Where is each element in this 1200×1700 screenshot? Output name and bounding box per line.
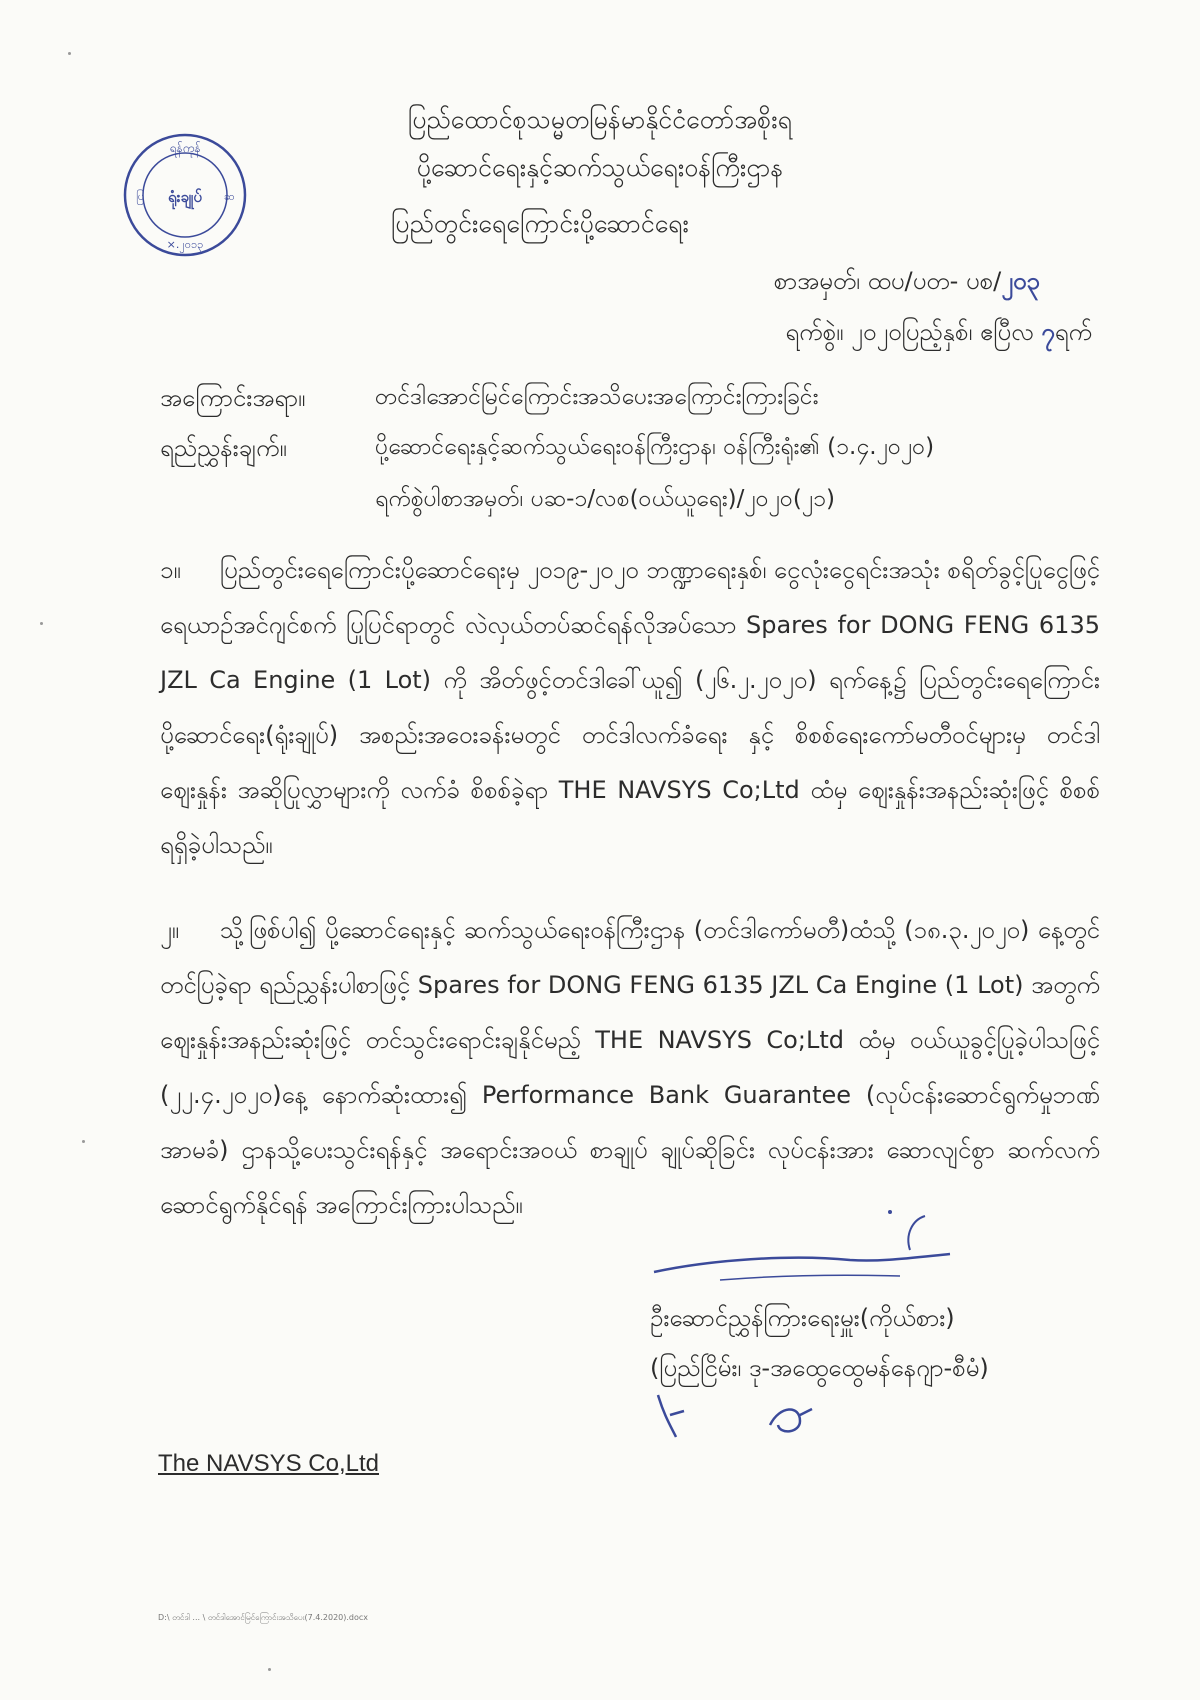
signer-name: (ပြည်ငြိမ်း၊ ဒု-အထွေထွေမန်နေဂျာ-စီမံ) bbox=[650, 1354, 989, 1382]
file-path-footer: D:\ တင်ဒါ ... \ တင်ဒါအောင်မြင်ကြောင်းအသိပေး(7.4.2020).docx bbox=[158, 1613, 369, 1622]
svg-text:ရုံးချုပ်: ရုံးချုပ် bbox=[168, 188, 202, 206]
subject-label: အကြောင်းအရာ။ bbox=[160, 384, 306, 412]
handwritten-signature bbox=[650, 1210, 970, 1290]
paragraph-1 bbox=[160, 543, 1100, 873]
recipient-company: The NAVSYS Co,Ltd bbox=[158, 1450, 379, 1477]
signer-title: ဦးဆောင်ညွှန်ကြားရေးမှူး(ကိုယ်စား) bbox=[650, 1304, 955, 1332]
letter-date bbox=[785, 316, 1092, 352]
reference-note-line2: ရက်စွဲပါစာအမှတ်၊ ပဆ-၁/လစ(ဝယ်ယူရေး)/၂၀၂၀(၂၁) bbox=[375, 486, 836, 512]
svg-text:ပြ: ပြ bbox=[136, 190, 145, 203]
paragraph-1-number: ၁။ bbox=[160, 556, 181, 584]
header-department: ပြည်တွင်းရေကြောင်းပို့ဆောင်ရေး bbox=[391, 209, 689, 238]
date-suffix: ရက် bbox=[1054, 318, 1092, 346]
scan-speck bbox=[68, 52, 71, 55]
reference-number bbox=[774, 265, 1040, 301]
paragraph-2-text: သို့ဖြစ်ပါ၍ ပို့ဆောင်ရေးနှင့် ဆက်သွယ်ရေးဝန်ကြီးဌာန (တင်ဒါကော်မတီ)ထံသို့ (၁၈.၃.၂၀၂၀) နေ့တွင်တင်ပြခဲ့ရာ ရည်ညွှန်းပါစာဖြင့် Spares for DONG FENG 6135 JZL Ca Engine (1 Lot) အတွက် ဈေးနှုန်းအနည်းဆုံးဖြင့် တင်သွင်းရောင်းချနိုင်မည့် THE NAVSYS Co;Ltd ထံမှ ဝယ်ယူခွင့်ပြုခဲ့ပါသဖြင့် (၂၂.၄.၂၀၂၀)နေ့ နောက်ဆုံးထား၍ Performance Bank Guarantee (လုပ်ငန်းဆောင်ရွက်မှုဘဏ်အာမခံ) ဌာနသို့ပေးသွင်းရန်နှင့် အရောင်းအဝယ် စာချုပ် ချုပ်ဆိုခြင်း လုပ်ငန်းအား ဆောလျင်စွာ ဆက်လက်ဆောင်ရွက်နိုင်ရန် အကြောင်းကြားပါသည်။ bbox=[160, 916, 1100, 1219]
header-ministry: ပို့ဆောင်ရေးနှင့်ဆက်သွယ်ရေးဝန်ကြီးဌာန bbox=[416, 153, 784, 182]
paragraph-2-number: ၂။ bbox=[160, 916, 180, 944]
reference-note-label: ရည်ညွှန်းချက်။ bbox=[160, 434, 287, 462]
svg-text:ရန်ကုန်: ရန်ကုန် bbox=[169, 141, 201, 155]
svg-text:×.၂၀၁၃: ×.၂၀၁၃ bbox=[166, 238, 204, 251]
svg-text:ဆ: ဆ bbox=[224, 190, 235, 203]
subject-text: တင်ဒါအောင်မြင်ကြောင်းအသိပေးအကြောင်းကြားခြင်း bbox=[375, 384, 819, 410]
handwritten-initials bbox=[650, 1385, 830, 1455]
date-handwritten-day: ၇ bbox=[1041, 318, 1055, 346]
date-prefix: ရက်စွဲ။ ၂၀၂၀ပြည့်နှစ်၊ ဧပြီလ bbox=[785, 318, 1042, 346]
header-government: ပြည်ထောင်စုသမ္မတမြန်မာနိုင်ငံတော်အစိုးရ bbox=[408, 105, 792, 134]
reference-note-line1: ပို့ဆောင်ရေးနှင့်ဆက်သွယ်ရေးဝန်ကြီးဌာန၊ ဝန်ကြီးရုံး၏ (၁.၄.၂၀၂၀) bbox=[375, 434, 935, 460]
scan-speck bbox=[40, 622, 43, 625]
scan-speck bbox=[82, 1140, 85, 1143]
reference-handwritten-number: ၂၀၃ bbox=[1001, 267, 1040, 295]
scan-speck bbox=[268, 1668, 271, 1671]
reference-prefix: စာအမှတ်၊ ထပ/ပတ- ပစ/ bbox=[773, 267, 1002, 295]
paragraph-2 bbox=[160, 903, 1100, 1233]
paragraph-1-text: ပြည်တွင်းရေကြောင်းပို့ဆောင်ရေးမှ ၂၀၁၉-၂၀၂၀ ဘဏ္ဍာရေးနှစ်၊ ငွေလုံးငွေရင်းအသုံး စရိတ်ခွင့်ပြုငွေဖြင့် ရေယာဉ်အင်ဂျင်စက် ပြုပြင်ရာတွင် လဲလှယ်တပ်ဆင်ရန်လိုအပ်သော Spares for DONG FENG 6135 JZL Ca Engine (1 Lot) ကို အိတ်ဖွင့်တင်ဒါခေါ်ယူ၍ (၂၆.၂.၂၀၂၀) ရက်နေ့၌ ပြည်တွင်းရေကြောင်းပို့ဆောင်ရေး(ရုံးချုပ်) အစည်းအဝေးခန်းမတွင် တင်ဒါလက်ခံရေး နှင့် စိစစ်ရေးကော်မတီဝင်များမှ တင်ဒါဈေးနှုန်း အဆိုပြုလွှာများကို လက်ခံ စိစစ်ခဲ့ရာ THE NAVSYS Co;Ltd ထံမှ ဈေးနှုန်းအနည်းဆုံးဖြင့် စိစစ်ရရှိခဲ့ပါသည်။ bbox=[160, 556, 1100, 859]
